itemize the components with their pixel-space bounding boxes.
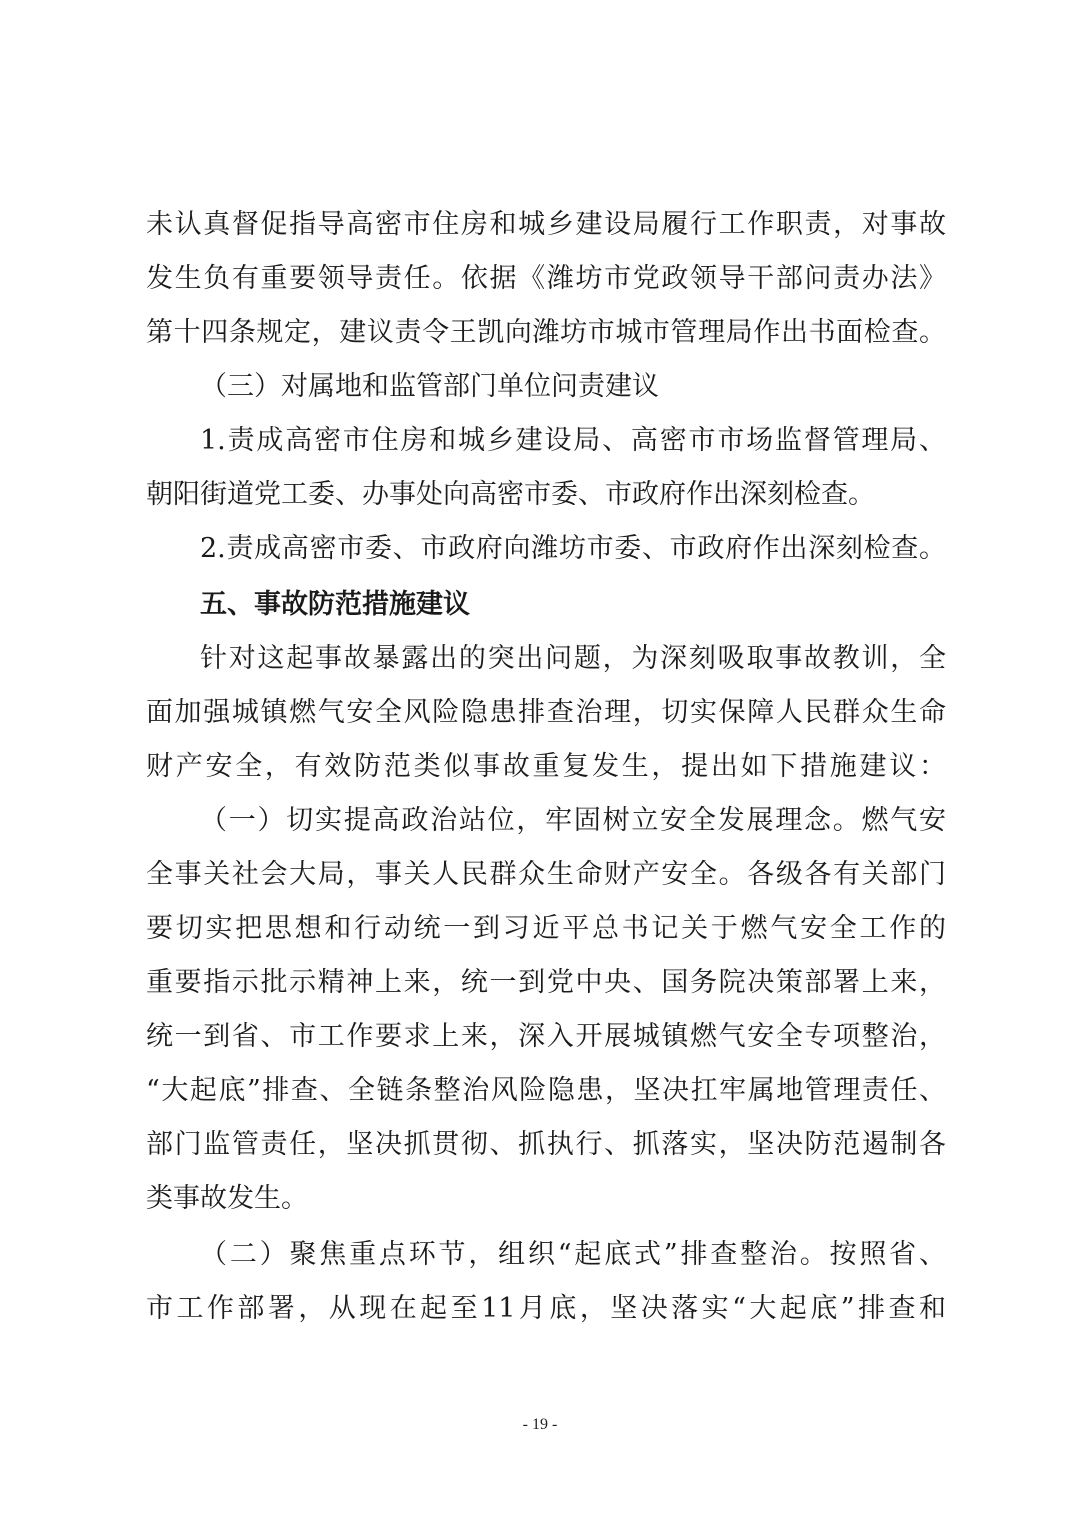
measure-1-line-3: 要切实把思想和行动统一到习近平总书记关于燃气安全工作的 <box>146 913 946 944</box>
measure-1-line-8: 类事故发生。 <box>146 1183 308 1214</box>
list-item-1-line-1: 1.责成高密市住房和城乡建设局、高密市市场监督管理局、 <box>200 425 946 456</box>
page-number: - 19 - <box>522 1416 558 1433</box>
section-heading-accountability-units: （三）对属地和监管部门单位问责建议 <box>200 371 659 402</box>
measure-1-line-1: （一）切实提高政治站位，牢固树立安全发展理念。燃气安 <box>200 805 946 836</box>
intro-paragraph-line-3: 财产安全，有效防范类似事故重复发生，提出如下措施建议： <box>146 751 946 782</box>
list-item-1-line-2: 朝阳街道党工委、办事处向高密市委、市政府作出深刻检查。 <box>146 479 875 510</box>
list-item-2: 2.责成高密市委、市政府向潍坊市委、市政府作出深刻检查。 <box>200 533 946 564</box>
measure-2-line-2: 市工作部署，从现在起至11月底，坚决落实“大起底”排查和 <box>146 1293 946 1324</box>
paragraph-line-1: 未认真督促指导高密市住房和城乡建设局履行工作职责，对事故 <box>146 209 946 240</box>
measure-1-line-2: 全事关社会大局，事关人民群众生命财产安全。各级各有关部门 <box>146 859 946 890</box>
intro-paragraph-line-1: 针对这起事故暴露出的突出问题，为深刻吸取事故教训，全 <box>200 643 946 674</box>
measure-2-line-1: （二）聚焦重点环节，组织“起底式”排查整治。按照省、 <box>200 1239 946 1270</box>
intro-paragraph-line-2: 面加强城镇燃气安全风险隐患排查治理，切实保障人民群众生命 <box>146 697 946 728</box>
measure-1-line-5: 统一到省、市工作要求上来，深入开展城镇燃气安全专项整治， <box>146 1021 946 1052</box>
measure-1-line-4: 重要指示批示精神上来，统一到党中央、国务院决策部署上来， <box>146 967 946 998</box>
section-heading-prevention-measures: 五、事故防范措施建议 <box>200 589 470 620</box>
measure-1-line-7: 部门监管责任，坚决抓贯彻、抓执行、抓落实，坚决防范遏制各 <box>146 1129 946 1160</box>
paragraph-line-2: 发生负有重要领导责任。依据《潍坊市党政领导干部问责办法》 <box>146 263 946 294</box>
paragraph-line-3: 第十四条规定，建议责令王凯向潍坊市城市管理局作出书面检查。 <box>146 317 946 348</box>
measure-1-line-6: “大起底”排查、全链条整治风险隐患，坚决扛牢属地管理责任、 <box>146 1075 946 1106</box>
